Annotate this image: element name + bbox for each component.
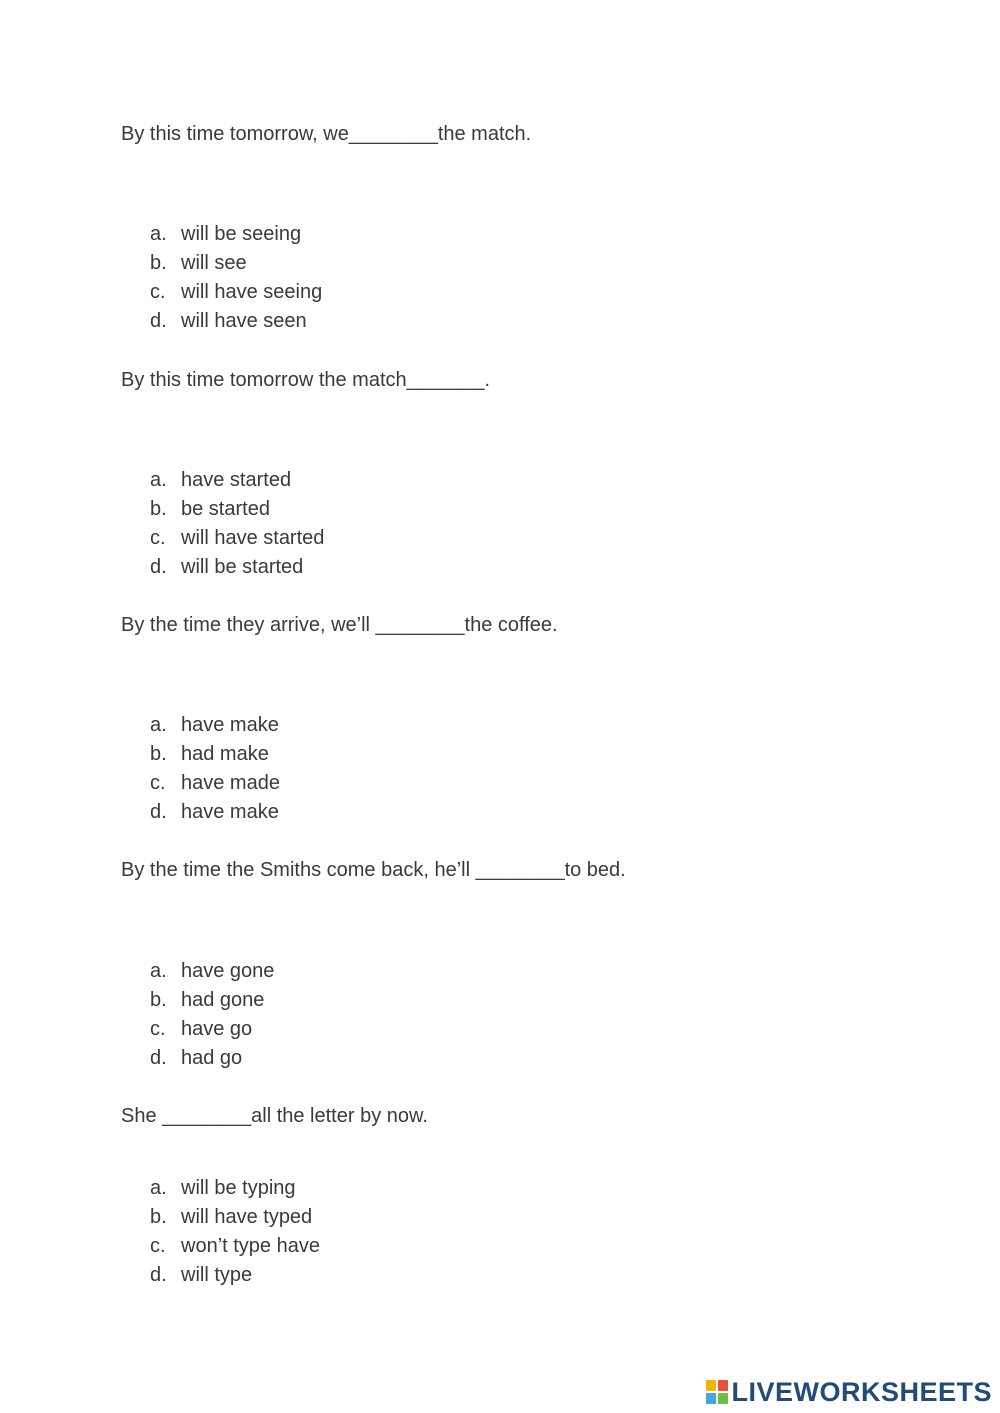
option-2a[interactable] <box>150 466 324 495</box>
option-text: will be typing <box>181 1177 296 1199</box>
option-text: will see <box>181 252 247 274</box>
question-1-options <box>150 220 322 336</box>
option-5a[interactable] <box>150 1174 320 1203</box>
option-text: have make <box>181 714 279 736</box>
question-2-options <box>150 466 324 582</box>
option-2c[interactable] <box>150 524 324 553</box>
liveworksheets-logo-icon <box>706 1380 728 1404</box>
option-letter: d. <box>150 556 167 578</box>
option-letter: d. <box>150 1264 167 1286</box>
option-1b[interactable] <box>150 249 322 278</box>
option-5b[interactable] <box>150 1203 320 1232</box>
option-3c[interactable] <box>150 769 280 798</box>
option-5d[interactable] <box>150 1261 320 1290</box>
option-4a[interactable] <box>150 957 274 986</box>
option-letter: a. <box>150 469 167 491</box>
question-5-prompt: She ________all the letter by now. <box>121 1105 428 1127</box>
option-text: will have typed <box>181 1206 313 1228</box>
option-letter: a. <box>150 1177 167 1199</box>
option-text: have go <box>181 1018 253 1040</box>
question-3-options <box>150 711 280 827</box>
option-text: will be seeing <box>181 223 302 245</box>
option-1a[interactable] <box>150 220 322 249</box>
option-text: had gone <box>181 989 265 1011</box>
question-4-options <box>150 957 274 1073</box>
option-1c[interactable] <box>150 278 322 307</box>
logo-tile-2 <box>718 1380 728 1391</box>
option-1d[interactable] <box>150 307 322 336</box>
option-4c[interactable] <box>150 1015 274 1044</box>
option-3d[interactable] <box>150 798 280 827</box>
option-letter: c. <box>150 281 166 303</box>
option-2d[interactable] <box>150 553 324 582</box>
option-text: have make <box>181 801 279 823</box>
option-3a[interactable] <box>150 711 280 740</box>
option-text: will type <box>181 1264 253 1286</box>
liveworksheets-logo[interactable] <box>706 1377 992 1407</box>
option-letter: c. <box>150 527 166 549</box>
option-text: will have started <box>181 527 325 549</box>
option-letter: b. <box>150 1206 167 1228</box>
option-text: will have seeing <box>181 281 323 303</box>
option-letter: d. <box>150 801 167 823</box>
option-4b[interactable] <box>150 986 274 1015</box>
option-letter: d. <box>150 1047 167 1069</box>
option-letter: b. <box>150 989 167 1011</box>
option-letter: a. <box>150 714 167 736</box>
option-4d[interactable] <box>150 1044 274 1073</box>
logo-tile-4 <box>718 1393 728 1404</box>
option-letter: c. <box>150 1018 166 1040</box>
option-letter: c. <box>150 772 166 794</box>
question-4-prompt: By the time the Smiths come back, he’ll ________to bed. <box>121 859 626 881</box>
option-letter: d. <box>150 310 167 332</box>
option-3b[interactable] <box>150 740 280 769</box>
option-letter: a. <box>150 223 167 245</box>
option-letter: c. <box>150 1235 166 1257</box>
question-5-options <box>150 1174 320 1290</box>
option-text: have made <box>181 772 280 794</box>
option-text: be started <box>181 498 270 520</box>
option-letter: b. <box>150 252 167 274</box>
question-2-prompt: By this time tomorrow the match_______. <box>121 369 491 391</box>
option-text: have gone <box>181 960 275 982</box>
option-letter: b. <box>150 743 167 765</box>
option-text: had make <box>181 743 269 765</box>
logo-tile-3 <box>706 1393 716 1404</box>
option-text: will be started <box>181 556 304 578</box>
option-text: won’t type have <box>181 1235 320 1257</box>
option-text: had go <box>181 1047 243 1069</box>
option-text: will have seen <box>181 310 307 332</box>
option-letter: b. <box>150 498 167 520</box>
logo-tile-1 <box>706 1380 716 1391</box>
option-2b[interactable] <box>150 495 324 524</box>
brand-name: LIVEWORKSHEETS <box>731 1376 992 1407</box>
option-text: have started <box>181 469 292 491</box>
question-1-prompt: By this time tomorrow, we________the match. <box>121 123 532 145</box>
option-5c[interactable] <box>150 1232 320 1261</box>
question-3-prompt: By the time they arrive, we’ll ________the coffee. <box>121 614 558 636</box>
option-letter: a. <box>150 960 167 982</box>
